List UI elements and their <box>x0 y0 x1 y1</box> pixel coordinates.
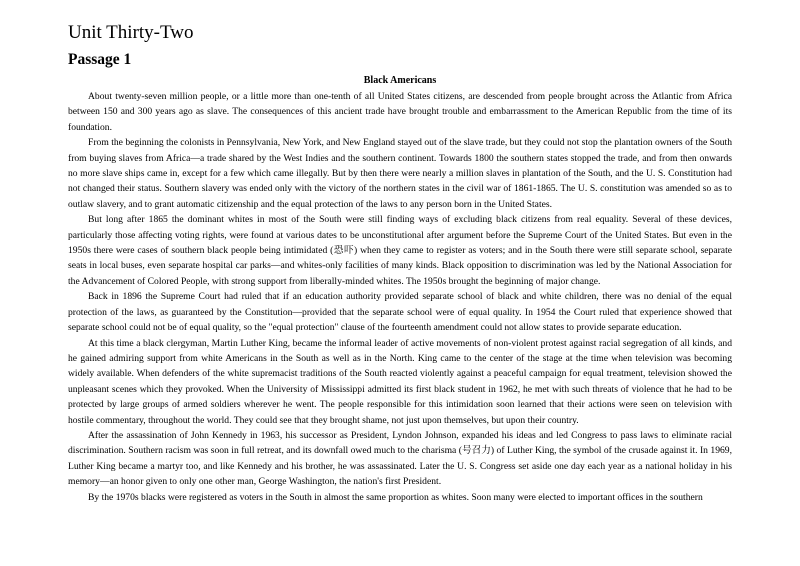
paragraph: But long after 1865 the dominant whites in most of the South were still finding ways of excluding black citizens from real equality. Several of these devices, particularly those affecting voting rights, were found at various dates to be unconstitutional after argument before the Supreme Court of the United States. But even in the 1950s there were cases of southern black people being intimidated (恐吓) when they came to register as voters; and in the South there were still separate school, separate seats in local buses, even separate hospital car parks—and whites-only facilities of many kinds. Black opposition to discrimination was led by the National Association for the Advancement of Colored People, with strong support from liberally-minded whites. The 1950s brought the beginning of major change. <box>68 214 732 287</box>
paragraph: About twenty-seven million people, or a little more than one-tenth of all United States citizens, are descended from people brought across the Atlantic from Africa between 150 and 300 years ago as slave. The consequences of this ancient trade have brought trouble and embarrassment to the American Republic from the time of its foundation. <box>68 91 732 133</box>
paragraph: Back in 1896 the Supreme Court had ruled that if an education authority provided separate school of black and white children, there was no denial of the equal protection of the laws, as guaranteed by the Constitution—provided that the separate school were of equal quality. In 1954 the Court ruled that experience showed that separate school could not be of equal quality, so the "equal protection" clause of the fourteenth amendment could not allow states to provide separate education. <box>68 291 732 334</box>
article-title: Black Americans <box>363 75 437 86</box>
document-page <box>68 22 732 505</box>
unit-title: Unit Thirty-Two <box>68 22 194 43</box>
paragraph: After the assassination of John Kennedy in 1963, his successor as President, Lyndon Johnson, expanded his ideas and led Congress to pass laws to eliminate racial discrimination. Southern racism was soon in full retreat, and its downfall owed much to the charisma (号召力) of Luther King, the symbol of the crusade against it. In 1969, Luther King became a martyr too, and like Kennedy and his brother, he was assassinated. Later the U. S. Congress set aside one day each year as a national holiday in his memory—an honor given to only one other man, George Washington, the nation's first President. <box>68 429 732 488</box>
paragraph: From the beginning the colonists in Pennsylvania, New York, and New England stayed out of the slave trade, but they could not stop the plantation owners of the South from buying slaves from Africa—a trade shared by the West Indies and the southern continent. Towards 1800 the southern states stopped the trade, and from then onwards no more slave ships came in, except for a few which came illegally. But by then there were nearly a million slaves in plantation of the South, and the U. S. Constitution had not changed their status. Southern slavery was ended only with the victory of the northern states in the civil war of 1861-1865. The U. S. constitution was amended so as to outlaw slavery, and to grant automatic citizenship and the equal protection of the laws to any person born in the United States. <box>68 137 732 210</box>
paragraph: At this time a black clergyman, Martin Luther King, became the informal leader of active movements of non-violent protest against racial segregation of all kinds, and he gained admiring support from white Americans in the South as well as in the North. King came to the center of the stage at the time when television was becoming widely available. When defenders of the white supremacist traditions of the South reacted violently against a peaceful campaign for equal treatment, television showed the unpleasant scenes which they provoked. When the University of Mississippi admitted its first black student in 1962, he met with such threats of violence that he had to be protected by large groups of armed soldiers wherever he went. The people responsible for this intimidation soon learned that their actions were seen on television with hostile commentary, throughout the world. They could see that they brought shame, not just upon themselves, but upon their country. <box>68 337 732 426</box>
passage-title: Passage 1 <box>68 51 132 68</box>
paragraph: By the 1970s blacks were registered as voters in the South in almost the same proportion as whites. Soon many were elected to important offices in the southern <box>88 491 703 503</box>
